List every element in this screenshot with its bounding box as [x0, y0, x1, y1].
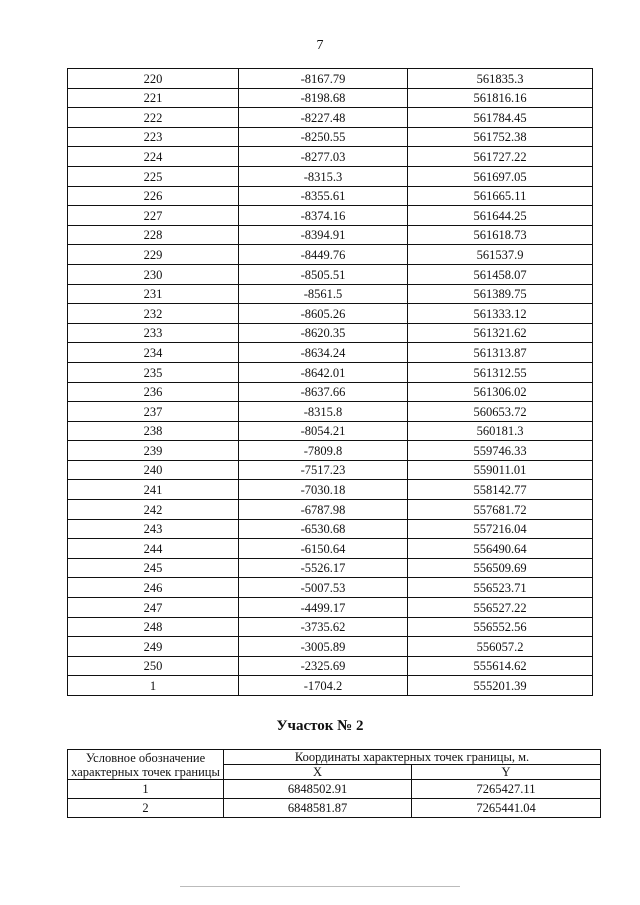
- table-row: [68, 637, 593, 657]
- y-coordinate-cell: 560653.72: [408, 402, 593, 422]
- scan-artifact-line: [180, 886, 460, 887]
- table-row: [68, 441, 593, 461]
- x-coordinate-cell: -8277.03: [239, 147, 408, 167]
- coordinates-table-continued: [67, 68, 593, 696]
- point-number-cell: 1: [68, 676, 239, 696]
- table-row: [68, 799, 601, 818]
- table-row: [68, 88, 593, 108]
- y-coordinate-cell: 561697.05: [408, 166, 593, 186]
- point-number-cell: 227: [68, 206, 239, 226]
- x-coordinate-cell: -8449.76: [239, 245, 408, 265]
- y-coordinate-cell: 561306.02: [408, 382, 593, 402]
- y-coordinate-cell: 555614.62: [408, 656, 593, 676]
- table-row: [68, 206, 593, 226]
- point-number-cell: 233: [68, 323, 239, 343]
- point-number-cell: 244: [68, 539, 239, 559]
- x-coordinate-cell: -3005.89: [239, 637, 408, 657]
- table-row: [68, 362, 593, 382]
- y-coordinate-cell: 561618.73: [408, 225, 593, 245]
- y-coordinate-cell: 7265427.11: [412, 780, 601, 799]
- point-number-cell: 223: [68, 127, 239, 147]
- x-coordinate-cell: -2325.69: [239, 656, 408, 676]
- point-number-cell: 232: [68, 304, 239, 324]
- x-coordinate-cell: -5007.53: [239, 578, 408, 598]
- y-coordinate-cell: 561389.75: [408, 284, 593, 304]
- y-coordinate-cell: 561333.12: [408, 304, 593, 324]
- x-coordinate-cell: -8637.66: [239, 382, 408, 402]
- table-row: [68, 617, 593, 637]
- x-coordinate-cell: -8620.35: [239, 323, 408, 343]
- y-coordinate-cell: 557681.72: [408, 500, 593, 520]
- point-number-cell: 240: [68, 460, 239, 480]
- table-row: [68, 578, 593, 598]
- point-number-cell: 241: [68, 480, 239, 500]
- x-coordinate-cell: -8250.55: [239, 127, 408, 147]
- x-coordinate-cell: -7030.18: [239, 480, 408, 500]
- point-number-cell: 229: [68, 245, 239, 265]
- coordinates-table-body: [68, 69, 593, 696]
- coordinates-header: Координаты характерных точек границы, м.: [224, 750, 601, 765]
- point-number-cell: 250: [68, 656, 239, 676]
- x-coordinate-cell: -8054.21: [239, 421, 408, 441]
- table-row: [68, 284, 593, 304]
- table-row: [68, 676, 593, 696]
- y-coordinate-cell: 557216.04: [408, 519, 593, 539]
- y-coordinate-cell: 561537.9: [408, 245, 593, 265]
- x-column-header: X: [224, 765, 412, 780]
- table-row: [68, 460, 593, 480]
- x-coordinate-cell: -8167.79: [239, 69, 408, 89]
- point-number-cell: 221: [68, 88, 239, 108]
- section-heading: Участок № 2: [276, 718, 364, 734]
- x-coordinate-cell: -8394.91: [239, 225, 408, 245]
- x-coordinate-cell: -6530.68: [239, 519, 408, 539]
- table-row: [68, 382, 593, 402]
- x-coordinate-cell: -6787.98: [239, 500, 408, 520]
- x-coordinate-cell: -8315.8: [239, 402, 408, 422]
- x-coordinate-cell: -4499.17: [239, 598, 408, 618]
- y-coordinate-cell: 561752.38: [408, 127, 593, 147]
- point-number-cell: 220: [68, 69, 239, 89]
- x-coordinate-cell: -8355.61: [239, 186, 408, 206]
- table-row: [68, 186, 593, 206]
- x-coordinate-cell: -8561.5: [239, 284, 408, 304]
- y-coordinate-cell: 561784.45: [408, 108, 593, 128]
- point-number-cell: 2: [68, 799, 224, 818]
- table-row: [68, 480, 593, 500]
- table-row: [68, 69, 593, 89]
- point-number-cell: 1: [68, 780, 224, 799]
- table-row: [68, 127, 593, 147]
- table-row: [68, 147, 593, 167]
- table-row: [68, 421, 593, 441]
- table-row: [68, 780, 601, 799]
- table-row: [68, 264, 593, 284]
- point-number-cell: 236: [68, 382, 239, 402]
- x-coordinate-cell: -8634.24: [239, 343, 408, 363]
- x-coordinate-cell: -6150.64: [239, 539, 408, 559]
- x-coordinate-cell: -1704.2: [239, 676, 408, 696]
- y-coordinate-cell: 556552.56: [408, 617, 593, 637]
- table-row: [68, 539, 593, 559]
- table-row: [68, 500, 593, 520]
- x-coordinate-cell: -7517.23: [239, 460, 408, 480]
- point-number-cell: 226: [68, 186, 239, 206]
- y-coordinate-cell: 561458.07: [408, 264, 593, 284]
- y-coordinate-cell: 561321.62: [408, 323, 593, 343]
- y-coordinate-cell: 556523.71: [408, 578, 593, 598]
- y-coordinate-cell: 7265441.04: [412, 799, 601, 818]
- y-coordinate-cell: 556490.64: [408, 539, 593, 559]
- y-column-header: Y: [412, 765, 601, 780]
- y-coordinate-cell: 556527.22: [408, 598, 593, 618]
- point-number-cell: 248: [68, 617, 239, 637]
- table-row: [68, 519, 593, 539]
- table-row: [68, 225, 593, 245]
- x-coordinate-cell: -8374.16: [239, 206, 408, 226]
- point-number-cell: 238: [68, 421, 239, 441]
- x-coordinate-cell: -8605.26: [239, 304, 408, 324]
- point-number-cell: 239: [68, 441, 239, 461]
- y-coordinate-cell: 561727.22: [408, 147, 593, 167]
- table-row: [68, 323, 593, 343]
- point-number-cell: 247: [68, 598, 239, 618]
- table-row: [68, 304, 593, 324]
- x-coordinate-cell: -5526.17: [239, 558, 408, 578]
- y-coordinate-cell: 559746.33: [408, 441, 593, 461]
- point-number-cell: 235: [68, 362, 239, 382]
- y-coordinate-cell: 558142.77: [408, 480, 593, 500]
- y-coordinate-cell: 561816.16: [408, 88, 593, 108]
- table-row: [68, 558, 593, 578]
- table-row: [68, 108, 593, 128]
- point-number-cell: 231: [68, 284, 239, 304]
- page-number: 7: [316, 38, 324, 53]
- point-number-cell: 245: [68, 558, 239, 578]
- y-coordinate-cell: 561313.87: [408, 343, 593, 363]
- point-number-cell: 228: [68, 225, 239, 245]
- point-number-cell: 249: [68, 637, 239, 657]
- y-coordinate-cell: 556057.2: [408, 637, 593, 657]
- x-coordinate-cell: -8315.3: [239, 166, 408, 186]
- point-number-cell: 234: [68, 343, 239, 363]
- y-coordinate-cell: 561665.11: [408, 186, 593, 206]
- table-row: [68, 166, 593, 186]
- point-number-cell: 246: [68, 578, 239, 598]
- table-row: [68, 656, 593, 676]
- y-coordinate-cell: 561312.55: [408, 362, 593, 382]
- point-number-cell: 230: [68, 264, 239, 284]
- point-number-cell: 224: [68, 147, 239, 167]
- x-coordinate-cell: 6848581.87: [224, 799, 412, 818]
- table-row: [68, 343, 593, 363]
- y-coordinate-cell: 555201.39: [408, 676, 593, 696]
- point-number-cell: 242: [68, 500, 239, 520]
- x-coordinate-cell: -3735.62: [239, 617, 408, 637]
- x-coordinate-cell: -7809.8: [239, 441, 408, 461]
- point-number-cell: 225: [68, 166, 239, 186]
- y-coordinate-cell: 561835.3: [408, 69, 593, 89]
- point-number-cell: 222: [68, 108, 239, 128]
- point-number-cell: 237: [68, 402, 239, 422]
- y-coordinate-cell: 560181.3: [408, 421, 593, 441]
- x-coordinate-cell: -8505.51: [239, 264, 408, 284]
- section2-table-body: [68, 780, 601, 818]
- section2-coordinates-table: [67, 749, 601, 818]
- y-coordinate-cell: 559011.01: [408, 460, 593, 480]
- point-number-cell: 243: [68, 519, 239, 539]
- x-coordinate-cell: -8642.01: [239, 362, 408, 382]
- point-label-header: Условное обозначение характерных точек границы: [68, 750, 224, 780]
- y-coordinate-cell: 556509.69: [408, 558, 593, 578]
- x-coordinate-cell: -8227.48: [239, 108, 408, 128]
- table-row: [68, 402, 593, 422]
- y-coordinate-cell: 561644.25: [408, 206, 593, 226]
- x-coordinate-cell: 6848502.91: [224, 780, 412, 799]
- x-coordinate-cell: -8198.68: [239, 88, 408, 108]
- table-row: [68, 598, 593, 618]
- table-row: [68, 245, 593, 265]
